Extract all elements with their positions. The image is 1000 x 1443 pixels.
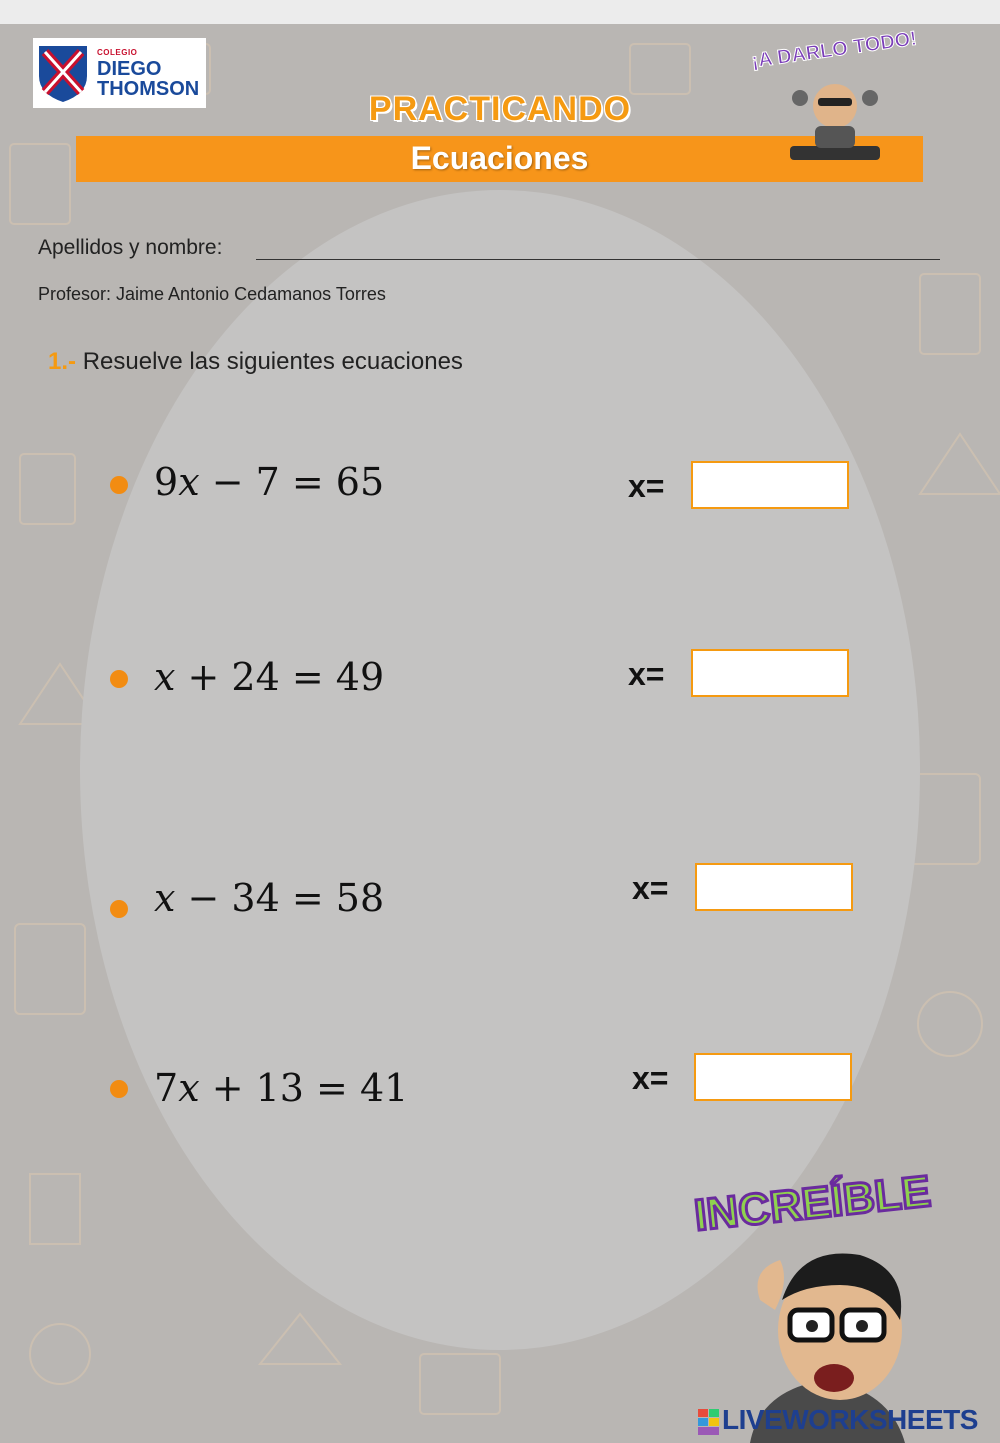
badge-text: INCREÍBLE (692, 1166, 934, 1241)
subtitle: Ecuaciones (410, 140, 589, 176)
instruction-text: Resuelve las siguientes ecuaciones (82, 348, 463, 375)
answer-label-2: x= (628, 656, 665, 692)
equation-4: 7x + 13 = 41 (154, 1066, 409, 1110)
school-name-line2: THOMSON (97, 78, 200, 100)
instruction-number: 1.- (48, 348, 77, 375)
answer-input-1[interactable] (691, 461, 849, 509)
treadmill-icon (790, 146, 880, 160)
answer-input-3[interactable] (695, 863, 853, 911)
answer-label-1: x= (628, 468, 665, 504)
motivational-sticker (750, 26, 919, 176)
liveworksheets-logo-icon (698, 1409, 720, 1435)
equation-1: 9x − 7 = 65 (154, 460, 385, 504)
motivational-text: ¡A DARLO TODO! (750, 27, 919, 73)
answer-input-2[interactable] (691, 649, 849, 697)
bullet-icon (110, 476, 128, 494)
name-input-line[interactable] (256, 259, 940, 260)
increible-badge (682, 1158, 944, 1248)
school-logo (33, 38, 206, 108)
bullet-icon (110, 1080, 128, 1098)
bullet-icon (110, 900, 128, 918)
liveworksheets-watermark: LIVEWORKSHEETS (722, 1404, 978, 1435)
top-strip (0, 0, 1000, 24)
school-prefix: COLEGIO (97, 48, 138, 57)
equation-2: x + 24 = 49 (154, 655, 385, 699)
name-label: Apellidos y nombre: (38, 236, 223, 259)
instruction (48, 348, 463, 376)
equation-3: x − 34 = 58 (154, 876, 385, 920)
teacher-label: Profesor: Jaime Antonio Cedamanos Torres (38, 284, 386, 304)
school-name-line1: DIEGO (97, 58, 162, 80)
school-crest-icon (35, 42, 91, 104)
page-title: PRACTICANDO (368, 90, 632, 128)
answer-label-3: x= (632, 870, 669, 906)
answer-input-4[interactable] (694, 1053, 852, 1101)
bullet-icon (110, 670, 128, 688)
answer-label-4: x= (632, 1060, 669, 1096)
